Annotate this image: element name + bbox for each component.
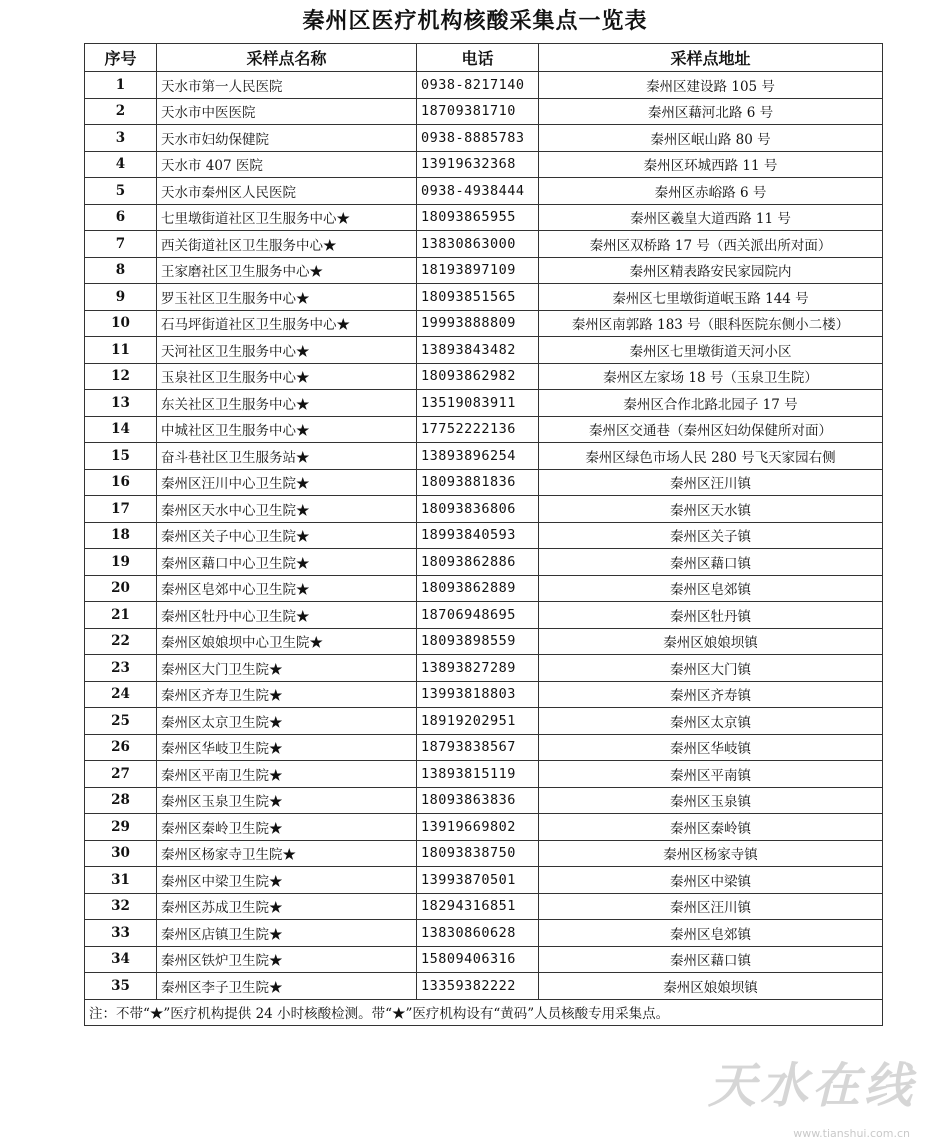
table-row: [85, 575, 883, 602]
table-row: [85, 257, 883, 284]
site-name: 中城社区卫生服务中心★: [157, 416, 417, 443]
site-address: 秦州区牡丹镇: [539, 602, 883, 629]
site-address: 秦州区玉泉镇: [539, 787, 883, 814]
phone-number: 18919202951: [417, 708, 539, 735]
site-name: 秦州区铁炉卫生院★: [157, 946, 417, 973]
site-name: 秦州区天水中心卫生院★: [157, 496, 417, 523]
site-address: 秦州区皂郊镇: [539, 575, 883, 602]
site-address: 秦州区双桥路 17 号（西关派出所对面）: [539, 231, 883, 258]
row-number: 30: [85, 840, 157, 867]
site-address: 秦州区大门镇: [539, 655, 883, 682]
site-address: 秦州区绿色市场人民 280 号飞天家园右侧: [539, 443, 883, 470]
row-number: 26: [85, 734, 157, 761]
site-name: 石马坪街道社区卫生服务中心★: [157, 310, 417, 337]
site-address: 秦州区精表路安民家园院内: [539, 257, 883, 284]
phone-number: 13993818803: [417, 681, 539, 708]
row-number: 25: [85, 708, 157, 735]
phone-number: 18706948695: [417, 602, 539, 629]
table-row: [85, 814, 883, 841]
table-row: [85, 920, 883, 947]
table-row: [85, 496, 883, 523]
table-row: [85, 761, 883, 788]
site-name: 秦州区店镇卫生院★: [157, 920, 417, 947]
site-name: 秦州区李子卫生院★: [157, 973, 417, 1000]
row-number: 19: [85, 549, 157, 576]
site-address: 秦州区太京镇: [539, 708, 883, 735]
table-row: [85, 946, 883, 973]
row-number: 28: [85, 787, 157, 814]
table-row: [85, 443, 883, 470]
phone-number: 19993888809: [417, 310, 539, 337]
table-row: [85, 284, 883, 311]
row-number: 22: [85, 628, 157, 655]
site-address: 秦州区环城西路 11 号: [539, 151, 883, 178]
site-name: 玉泉社区卫生服务中心★: [157, 363, 417, 390]
table-row: [85, 178, 883, 205]
header-address: 采样点地址: [539, 44, 883, 72]
table-row: [85, 628, 883, 655]
row-number: 11: [85, 337, 157, 364]
site-name: 西关街道社区卫生服务中心★: [157, 231, 417, 258]
site-address: 秦州区七里墩街道岷玉路 144 号: [539, 284, 883, 311]
site-name: 天河社区卫生服务中心★: [157, 337, 417, 364]
site-name: 秦州区牡丹中心卫生院★: [157, 602, 417, 629]
site-address: 秦州区汪川镇: [539, 469, 883, 496]
header-name: 采样点名称: [157, 44, 417, 72]
row-number: 8: [85, 257, 157, 284]
table-row: [85, 390, 883, 417]
site-address: 秦州区汪川镇: [539, 893, 883, 920]
row-number: 27: [85, 761, 157, 788]
site-name: 天水市 407 医院: [157, 151, 417, 178]
row-number: 21: [85, 602, 157, 629]
row-number: 2: [85, 98, 157, 125]
note-row: [85, 999, 883, 1026]
phone-number: 13519083911: [417, 390, 539, 417]
phone-number: 18294316851: [417, 893, 539, 920]
site-name: 秦州区玉泉卫生院★: [157, 787, 417, 814]
site-address: 秦州区关子镇: [539, 522, 883, 549]
site-name: 秦州区关子中心卫生院★: [157, 522, 417, 549]
site-address: 秦州区平南镇: [539, 761, 883, 788]
site-name: 东关社区卫生服务中心★: [157, 390, 417, 417]
header-phone: 电话: [417, 44, 539, 72]
site-address: 秦州区交通巷（秦州区妇幼保健所对面）: [539, 416, 883, 443]
site-name: 秦州区齐寿卫生院★: [157, 681, 417, 708]
phone-number: 18093898559: [417, 628, 539, 655]
watermark-logo: 天水在线: [707, 1058, 916, 1114]
phone-number: 18093836806: [417, 496, 539, 523]
row-number: 17: [85, 496, 157, 523]
row-number: 9: [85, 284, 157, 311]
site-address: 秦州区娘娘坝镇: [539, 628, 883, 655]
phone-number: 18093862886: [417, 549, 539, 576]
table-row: [85, 151, 883, 178]
site-address: 秦州区藉河北路 6 号: [539, 98, 883, 125]
table-row: [85, 549, 883, 576]
page-title: 秦州区医疗机构核酸采集点一览表: [302, 9, 648, 34]
phone-number: 18093881836: [417, 469, 539, 496]
site-address: 秦州区藉口镇: [539, 946, 883, 973]
row-number: 6: [85, 204, 157, 231]
table-header-row: [85, 44, 883, 72]
table-row: [85, 72, 883, 99]
phone-number: 13359382222: [417, 973, 539, 1000]
site-name: 秦州区秦岭卫生院★: [157, 814, 417, 841]
phone-number: 13893815119: [417, 761, 539, 788]
site-name: 王家磨社区卫生服务中心★: [157, 257, 417, 284]
site-address: 秦州区藉口镇: [539, 549, 883, 576]
phone-number: 18709381710: [417, 98, 539, 125]
row-number: 34: [85, 946, 157, 973]
phone-number: 13830860628: [417, 920, 539, 947]
phone-number: 13893827289: [417, 655, 539, 682]
site-address: 秦州区七里墩街道天河小区: [539, 337, 883, 364]
site-address: 秦州区合作北路北园子 17 号: [539, 390, 883, 417]
site-name: 秦州区华岐卫生院★: [157, 734, 417, 761]
site-name: 秦州区杨家寺卫生院★: [157, 840, 417, 867]
phone-number: 13919669802: [417, 814, 539, 841]
site-name: 罗玉社区卫生服务中心★: [157, 284, 417, 311]
table-row: [85, 655, 883, 682]
row-number: 10: [85, 310, 157, 337]
phone-number: 18993840593: [417, 522, 539, 549]
site-name: 天水市中医医院: [157, 98, 417, 125]
site-address: 秦州区左家场 18 号（玉泉卫生院）: [539, 363, 883, 390]
site-name: 秦州区太京卫生院★: [157, 708, 417, 735]
row-number: 4: [85, 151, 157, 178]
phone-number: 18093862982: [417, 363, 539, 390]
table-row: [85, 125, 883, 152]
site-address: 秦州区岷山路 80 号: [539, 125, 883, 152]
row-number: 1: [85, 72, 157, 99]
sampling-points-table: [84, 43, 883, 1026]
phone-number: 15809406316: [417, 946, 539, 973]
table-row: [85, 893, 883, 920]
phone-number: 18093865955: [417, 204, 539, 231]
site-address: 秦州区建设路 105 号: [539, 72, 883, 99]
row-number: 5: [85, 178, 157, 205]
site-name: 天水市妇幼保健院: [157, 125, 417, 152]
site-name: 秦州区苏成卫生院★: [157, 893, 417, 920]
phone-number: 18793838567: [417, 734, 539, 761]
site-address: 秦州区华岐镇: [539, 734, 883, 761]
row-number: 29: [85, 814, 157, 841]
table-body: [85, 72, 883, 1000]
row-number: 13: [85, 390, 157, 417]
row-number: 18: [85, 522, 157, 549]
table-row: [85, 708, 883, 735]
phone-number: 13919632368: [417, 151, 539, 178]
row-number: 12: [85, 363, 157, 390]
site-address: 秦州区南郭路 183 号（眼科医院东侧小二楼）: [539, 310, 883, 337]
row-number: 32: [85, 893, 157, 920]
table-row: [85, 310, 883, 337]
row-number: 20: [85, 575, 157, 602]
site-address: 秦州区秦岭镇: [539, 814, 883, 841]
site-name: 秦州区皂郊中心卫生院★: [157, 575, 417, 602]
phone-number: 13893896254: [417, 443, 539, 470]
site-name: 天水市第一人民医院: [157, 72, 417, 99]
site-address: 秦州区杨家寺镇: [539, 840, 883, 867]
row-number: 15: [85, 443, 157, 470]
site-address: 秦州区天水镇: [539, 496, 883, 523]
table-row: [85, 469, 883, 496]
row-number: 24: [85, 681, 157, 708]
site-name: 秦州区大门卫生院★: [157, 655, 417, 682]
table-row: [85, 231, 883, 258]
row-number: 14: [85, 416, 157, 443]
watermark-url: www.tianshui.com.cn: [793, 1127, 910, 1140]
row-number: 16: [85, 469, 157, 496]
site-address: 秦州区皂郊镇: [539, 920, 883, 947]
table-row: [85, 98, 883, 125]
table-row: [85, 416, 883, 443]
table-row: [85, 602, 883, 629]
header-no: 序号: [85, 44, 157, 72]
table-row: [85, 867, 883, 894]
site-name: 秦州区藉口中心卫生院★: [157, 549, 417, 576]
phone-number: 0938-8885783: [417, 125, 539, 152]
row-number: 23: [85, 655, 157, 682]
row-number: 7: [85, 231, 157, 258]
phone-number: 13993870501: [417, 867, 539, 894]
site-address: 秦州区羲皇大道西路 11 号: [539, 204, 883, 231]
row-number: 35: [85, 973, 157, 1000]
phone-number: 0938-8217140: [417, 72, 539, 99]
phone-number: 13830863000: [417, 231, 539, 258]
phone-number: 17752222136: [417, 416, 539, 443]
site-name: 秦州区平南卫生院★: [157, 761, 417, 788]
phone-number: 18093862889: [417, 575, 539, 602]
site-name: 天水市秦州区人民医院: [157, 178, 417, 205]
phone-number: 18093851565: [417, 284, 539, 311]
table-row: [85, 840, 883, 867]
footnote: 注：不带“★”医疗机构提供 24 小时核酸检测。带“★”医疗机构设有“黄码”人员核酸专用采集点。: [85, 999, 883, 1026]
site-name: 秦州区汪川中心卫生院★: [157, 469, 417, 496]
site-address: 秦州区娘娘坝镇: [539, 973, 883, 1000]
site-name: 奋斗巷社区卫生服务站★: [157, 443, 417, 470]
row-number: 31: [85, 867, 157, 894]
site-address: 秦州区中梁镇: [539, 867, 883, 894]
phone-number: 18093863836: [417, 787, 539, 814]
site-name: 七里墩街道社区卫生服务中心★: [157, 204, 417, 231]
phone-number: 18193897109: [417, 257, 539, 284]
table-row: [85, 337, 883, 364]
site-address: 秦州区赤峪路 6 号: [539, 178, 883, 205]
site-address: 秦州区齐寿镇: [539, 681, 883, 708]
table-row: [85, 787, 883, 814]
table-row: [85, 734, 883, 761]
table-row: [85, 363, 883, 390]
phone-number: 0938-4938444: [417, 178, 539, 205]
phone-number: 18093838750: [417, 840, 539, 867]
table-row: [85, 681, 883, 708]
table-row: [85, 973, 883, 1000]
table-row: [85, 522, 883, 549]
site-name: 秦州区娘娘坝中心卫生院★: [157, 628, 417, 655]
table-row: [85, 204, 883, 231]
site-name: 秦州区中梁卫生院★: [157, 867, 417, 894]
row-number: 3: [85, 125, 157, 152]
phone-number: 13893843482: [417, 337, 539, 364]
row-number: 33: [85, 920, 157, 947]
